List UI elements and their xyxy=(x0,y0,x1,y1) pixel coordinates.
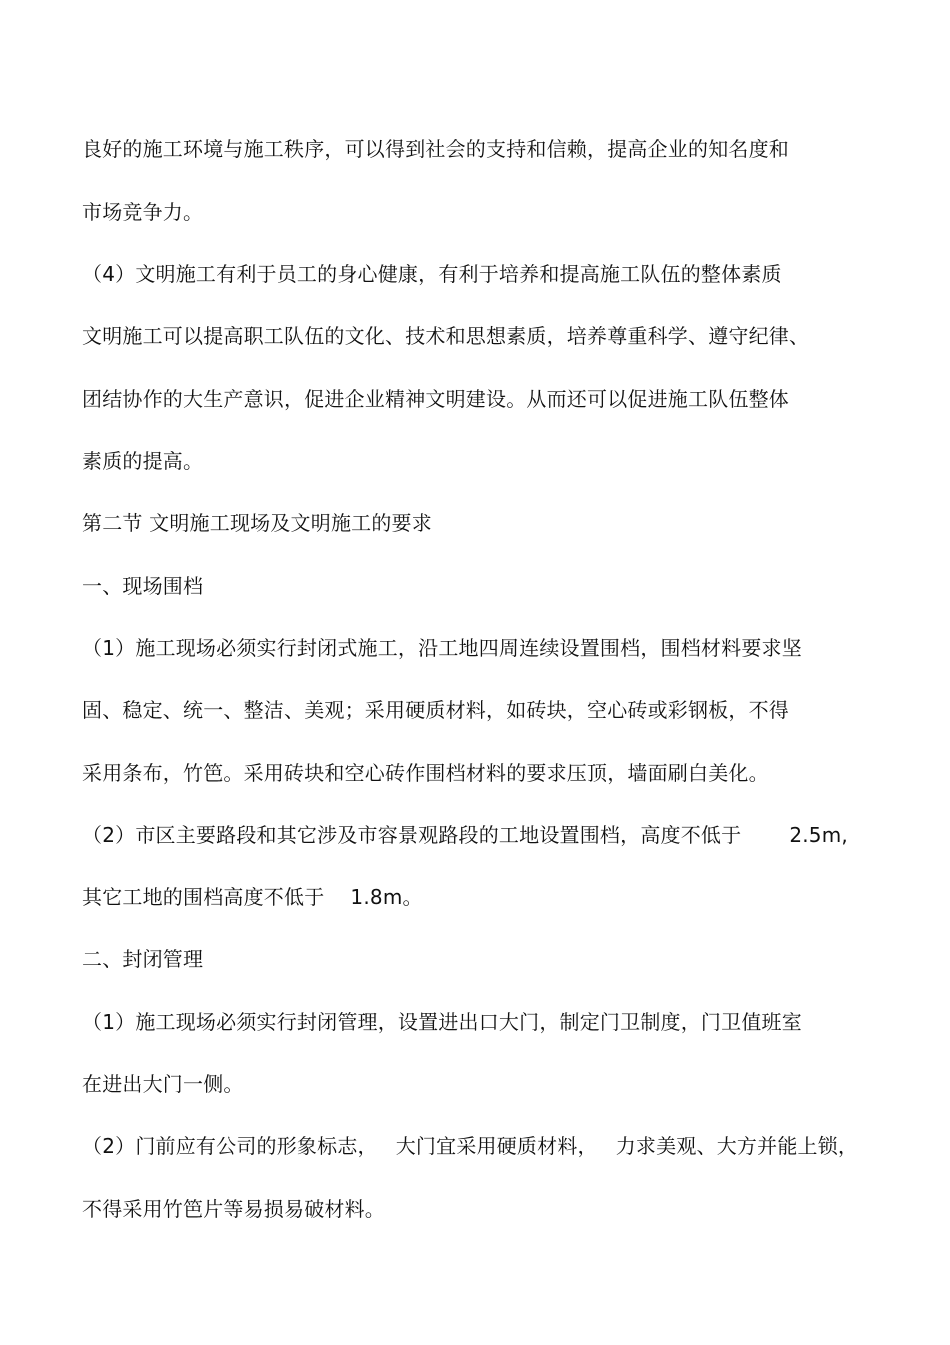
paragraph-line-9: （1）施工现场必须实行封闭式施工，沿工地四周连续设置围档，围档材料要求坚 xyxy=(82,636,802,660)
paragraph-line-13 xyxy=(82,884,423,910)
paragraph-line-10: 固、稳定、统一、整洁、美观；采用硬质材料，如砖块，空心砖或彩钢板，不得 xyxy=(82,698,789,722)
paragraph-line-2: 市场竞争力。 xyxy=(82,200,204,224)
line-13-text: 其它工地的围档高度不低于 xyxy=(82,885,325,909)
paragraph-line-16: 在进出大门一侧。 xyxy=(82,1072,244,1096)
paragraph-line-1: 良好的施工环境与施工秩序，可以得到社会的支持和信赖，提高企业的知名度和 xyxy=(82,137,789,161)
paragraph-line-11: 采用条布，竹笆。采用砖块和空心砖作围档材料的要求压顶，墙面刷白美化。 xyxy=(82,761,769,785)
line-12-value: 2.5m, xyxy=(789,823,848,847)
paragraph-line-6: 素质的提高。 xyxy=(82,449,204,473)
paragraph-line-17 xyxy=(82,1133,858,1159)
line-17-part-2: 大门宜采用硬质材料， xyxy=(395,1134,598,1158)
line-17-part-1: （2）门前应有公司的形象标志， xyxy=(82,1134,378,1158)
paragraph-line-5: 团结协作的大生产意识，促进企业精神文明建设。从而还可以促进施工队伍整体 xyxy=(82,387,789,411)
line-13-value: 1.8m。 xyxy=(350,885,423,909)
subsection-heading-closed-management: 二、封闭管理 xyxy=(82,947,204,971)
paragraph-line-3: （4）文明施工有利于员工的身心健康，有利于培养和提高施工队伍的整体素质 xyxy=(82,262,782,286)
paragraph-line-12 xyxy=(82,822,848,848)
paragraph-line-18: 不得采用竹笆片等易损易破材料。 xyxy=(82,1197,385,1221)
paragraph-line-4: 文明施工可以提高职工队伍的文化、技术和思想素质，培养尊重科学、遵守纪律、 xyxy=(82,324,810,348)
line-17-part-3: 力求美观、大方并能上锁， xyxy=(615,1134,859,1158)
section-heading: 第二节 文明施工现场及文明施工的要求 xyxy=(82,511,432,535)
paragraph-line-15: （1）施工现场必须实行封闭管理，设置进出口大门，制定门卫制度，门卫值班室 xyxy=(82,1010,802,1034)
line-12-text: （2）市区主要路段和其它涉及市容景观路段的工地设置围档，高度不低于 xyxy=(82,823,742,847)
subsection-heading-enclosure: 一、现场围档 xyxy=(82,574,204,598)
